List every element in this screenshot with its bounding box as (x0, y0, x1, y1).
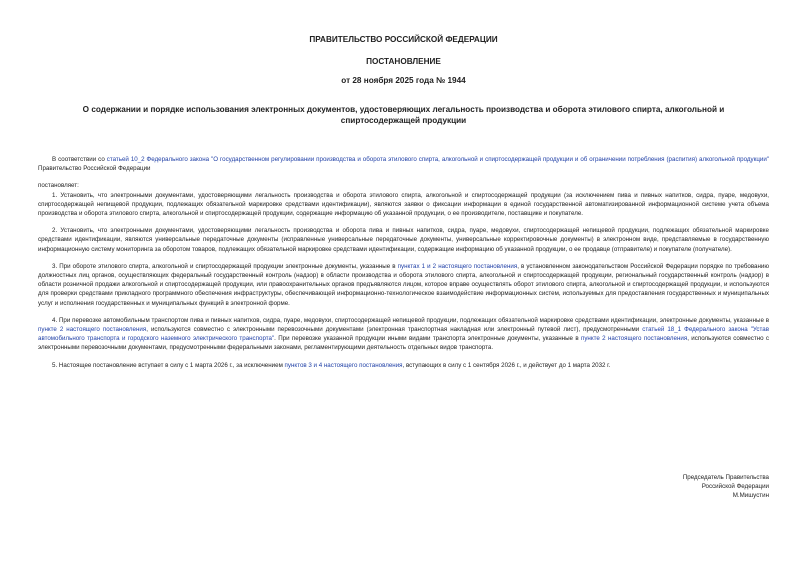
point-2-link[interactable]: пункте 2 настоящего постановления (38, 326, 147, 334)
signature-block (683, 473, 769, 501)
point-2-link-second[interactable]: пункте 2 настоящего постановления (580, 335, 688, 343)
points-1-2-link[interactable]: пунктах 1 и 2 настоящего постановления (397, 262, 518, 270)
document-title: О содержании и порядке использования электронных документов, удостоверяющих легальность производства и оборота этилового спирта, алкогольной и спиртосодержащей продукции (82, 105, 725, 125)
signature-title: Председатель Правительства (682, 474, 769, 481)
document-body (38, 155, 769, 370)
doc-type-heading: ПОСТАНОВЛЕНИЕ (366, 57, 441, 66)
date-number-heading: от 28 ноября 2025 года № 1944 (341, 76, 466, 85)
law-article-18-1-link[interactable]: статьей 18_1 Федерального закона "Устав автомобильного транспорта и городского наземного электрического транспорта" (38, 326, 770, 343)
law-article-10-2-link[interactable]: статьей 10_2 Федерального закона "О государственном регулировании производства и оборота этилового спирта, алкогольной и спиртосодержащей продукции и об ограничении потребления (распития) алкогольной продукции" (106, 156, 769, 163)
paragraph-5: 5. Настоящее постановление вступает в силу с 1 марта 2026 г., за исключением пунктов 3 и 4 настоящего постановления, вступающих в силу с 1 сентября 2026 г., и действует до 1 марта 2032 г. (52, 361, 611, 369)
paragraph-1: 1. Установить, что электронными документами, удостоверяющими легальность производства и оборота этилового спирта, алкогольной и спиртосодержащей продукции (за исключением пива и пивных напитков, сидра, пуаре, медовухи, спиртосодержащей непищевой продукции, подлежащих обязательной маркировке средствами идентификации), являются заявки о фиксации информации в единой государственной автоматизированной информационной системе учета объема производства и оборота этилового спирта, алкогольной и спиртосодержащей продукции, содержащие информацию об указанной продукции, о ее производителе, поставщике и покупателе. (38, 191, 769, 218)
paragraph-4: 4. При перевозке автомобильным транспортом пива и пивных напитков, сидра, пуаре, медовухи, спиртосодержащей непищевой продукции, подлежащих обязательной маркировке средствами идентификации, электронные документы, указанные в пункте 2 настоящего постановления, используются совместно с электронными перевозочными документами (электронная транспортная накладная или электронный путевой лист), предусмотренными статьей 18_1 Федерального закона "Устав автомобильного транспорта и городского наземного электрического транспорта". При перевозке указанной продукции иными видами транспорта электронные документы, указанные в пункте 2 настоящего постановления, используются совместно с электронными перевозочными документами, предусмотренными федеральными законами, регламентирующими деятельность отдельных видов транспорта. (38, 316, 770, 352)
signature-name: М.Мишустин (732, 492, 769, 500)
signature-country: Российской Федерации (701, 483, 769, 491)
government-heading: ПРАВИТЕЛЬСТВО РОССИЙСКОЙ ФЕДЕРАЦИИ (309, 35, 498, 44)
preamble: В соответствии со статьей 10_2 Федерального закона "О государственном регулировании производства и оборота этилового спирта, алкогольной и спиртосодержащей продукции и об ограничении потребления (распития) алкогольной продукции" Правительство Российской Федерации (38, 156, 769, 173)
paragraph-2: 2. Установить, что электронными документами, удостоверяющими легальность производства и оборота пива и пивных напитков, сидра, пуаре, медовухи, спиртосодержащей непищевой продукции, подлежащих обязательной маркировке средствами идентификации, являются универсальные передаточные документы (исправленные универсальные передаточные документы, универсальные корректировочные документы) в электронном виде, представляемые в государственную информационную систему мониторинга за оборотом товаров, подлежащих обязательной маркировке средствами идентификации, содержащие информацию об указанной продукции, о ее продавце (отправителе) и покупателе (получателе). (38, 227, 769, 253)
points-3-4-link[interactable]: пунктов 3 и 4 настоящего постановления (284, 361, 403, 369)
paragraph-3: 3. При обороте этилового спирта, алкогольной и спиртосодержащей продукции электронные документы, указанные в пунктах 1 и 2 настоящего постановления, в установленном законодательством Российской Федерации порядке по требованию должностных лиц органов, осуществляющих федеральный государственный контроль (надзор) в области производства и оборота этилового спирта, алкогольной и спиртосодержащей продукции, региональный государственный контроль (надзор) в области розничной продажи алкогольной и спиртосодержащей продукции, или правоохранительных органов предъявляются лицом, которое вправе осуществлять оборот этилового спирта, алкогольной и спиртосодержащей продукции, и используются для проверки средствами прикладного программного обеспечения инфраструктуры, обеспечивающей информационно-технологическое взаимодействие информационных систем, используемых для предоставления государственных и муниципальных услуг и исполнения государственных и муниципальных функций в электронной форме. (38, 262, 770, 307)
resolves-text: постановляет: (38, 182, 79, 190)
